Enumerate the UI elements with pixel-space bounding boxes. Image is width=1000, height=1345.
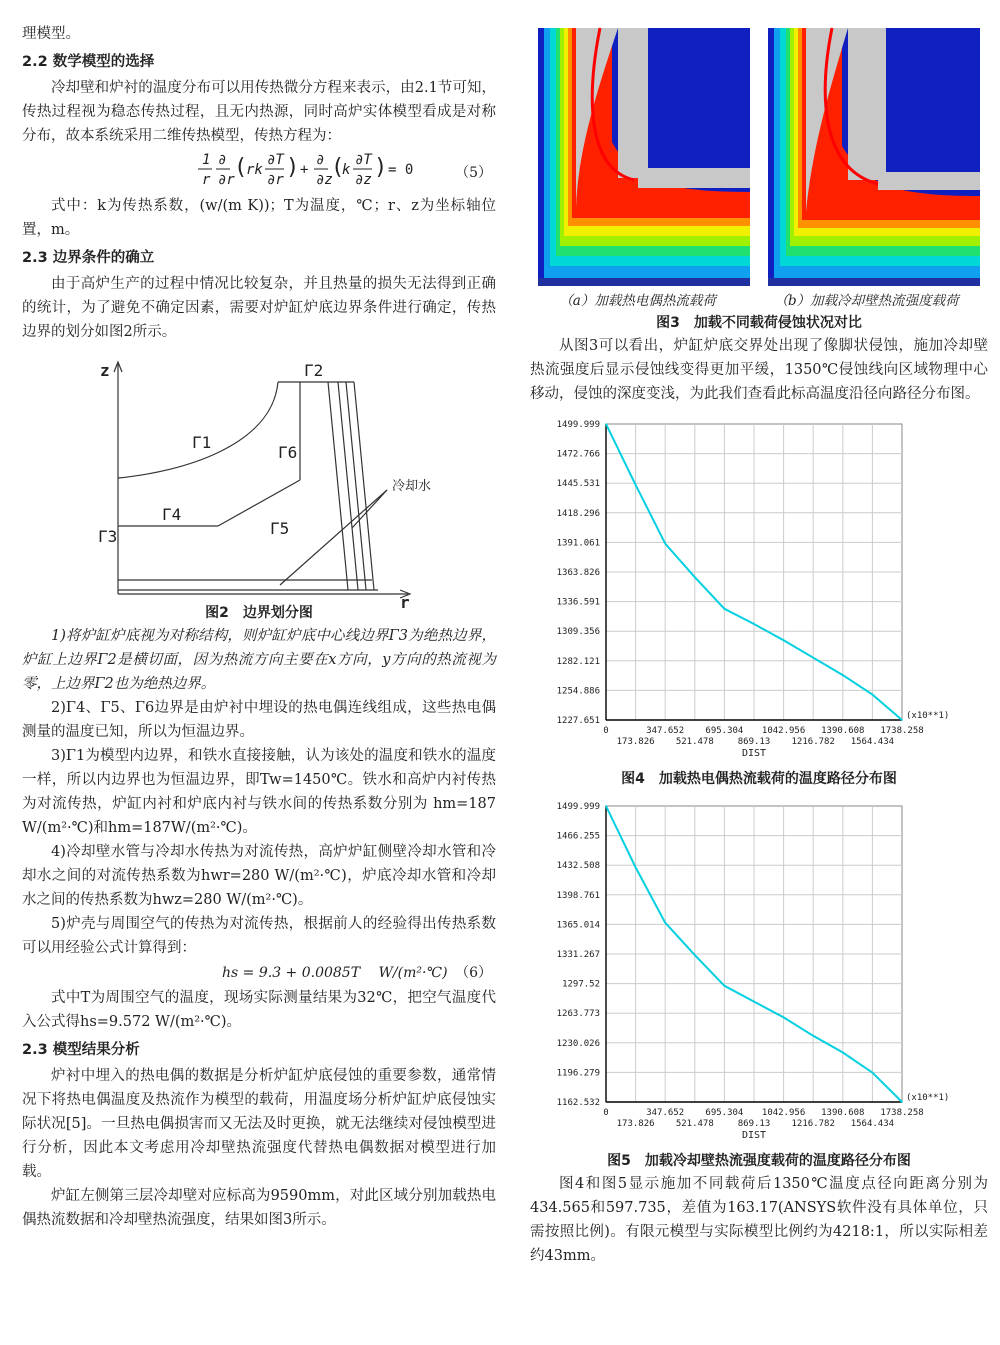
x-tick-label-major: 1042.956: [761, 1108, 806, 1118]
bullet-1: 1)将炉缸炉底视为对称结构，则炉缸炉底中心线边界Γ3为绝热边界，炉缸上边界Γ2是横切面，因为热流方向主要在x方向，y方向的热流视为零，上边界Γ2也为绝热边界。: [22, 628, 496, 692]
data-point: [812, 1035, 814, 1037]
para-2: 式中：k为传热系数，(w/(m K))；T为温度，℃；r、z为坐标轴位置，m。: [22, 198, 496, 238]
y-tick-label: 1432.508: [556, 861, 600, 872]
data-point: [753, 623, 755, 625]
x-axis-multiplier: (x10**1): [906, 711, 950, 721]
x-tick-label-minor: 1216.782: [791, 1119, 835, 1129]
boundary-g1: [118, 382, 278, 478]
svg-text:(: (: [234, 155, 248, 180]
figure-2-boundary-diagram: [22, 350, 496, 612]
bullet-2: 2)Γ4、Γ5、Γ6边界是由炉衬中埋设的热电偶连线组成，这些热电偶测量的温度已知，所以为恒温边界。: [22, 700, 496, 740]
svg-text:): ): [286, 155, 300, 180]
data-point: [694, 954, 696, 956]
y-tick-label: 1309.356: [556, 627, 600, 638]
data-point: [664, 922, 666, 924]
data-point: [694, 576, 696, 578]
y-tick-label: 1263.773: [556, 1009, 600, 1020]
data-point: [901, 719, 903, 721]
svg-text:(: (: [331, 155, 345, 180]
data-point: [872, 1072, 874, 1074]
data-point: [872, 694, 874, 696]
x-tick-label-major: 1390.608: [821, 1108, 865, 1118]
y-tick-label: 1282.121: [556, 656, 600, 667]
y-tick-label: 1391.061: [556, 538, 600, 549]
equation-5-formula: [22, 148, 496, 194]
x-tick-label-major: 0: [603, 726, 609, 736]
x-axis-title: DIST: [741, 748, 767, 759]
x-tick-label-major: 1042.956: [761, 726, 806, 736]
figure-3b-contour: [768, 28, 980, 286]
y-tick-label: 1297.52: [562, 979, 600, 990]
y-tick-label: 1331.267: [556, 950, 600, 960]
figure-5-caption: 图5 加载冷却壁热流强度载荷的温度路径分布图: [607, 1153, 911, 1169]
y-tick-label: 1445.531: [556, 479, 600, 490]
x-axis-title: DIST: [741, 1130, 767, 1141]
svg-text:= 0: = 0: [388, 162, 414, 178]
x-tick-label-minor: 173.826: [616, 737, 655, 747]
x-tick-label-major: 1738.258: [880, 726, 924, 736]
heading-2-2: 2.2 数学模型的选择: [22, 54, 155, 70]
x-tick-label-major: 1738.258: [880, 1108, 924, 1118]
figure-3-subcaptions: [530, 290, 988, 312]
y-tick-label: 1162.532: [556, 1098, 600, 1108]
svg-text:r: r: [202, 172, 211, 188]
figure-4-chart: [530, 416, 988, 768]
label-g1: Γ1: [192, 433, 212, 452]
equation-6-formula: hs = 9.3 + 0.0085T W/(m²·℃): [222, 965, 448, 981]
figure-5-chart: [530, 798, 988, 1150]
x-tick-label-minor: 521.478: [675, 1119, 714, 1129]
z-axis-label: z: [100, 361, 110, 380]
bullet-4: 4)冷却壁水管与冷却水传热为对流传热，高炉炉缸侧壁冷却水管和冷却水之间的对流传热系数为hwr=280 W/(m²·℃)，炉底冷却水管和冷却水之间的传热系数为hwz=280 W/(m²·℃)。: [22, 844, 496, 908]
heading-2-3-results: 2.3 模型结果分析: [22, 1042, 140, 1058]
label-g5: Γ5: [270, 519, 290, 538]
y-tick-label: 1336.591: [556, 597, 600, 608]
label-cooling-water: 冷却水: [392, 479, 432, 494]
para-1: 冷却壁和炉衬的温度分布可以用传热微分方程来表示，由2.1节可知，传热过程视为稳态传热过程，且无内热源，同时高炉实体模型看成是对称分布，故本系统采用二维传热模型，传热方程为：: [22, 80, 496, 144]
svg-text:∂r: ∂r: [267, 172, 284, 188]
x-tick-label-minor: 1564.434: [850, 737, 895, 747]
figure-3-images: [530, 28, 988, 290]
equation-6-number: （6）: [455, 965, 492, 981]
x-tick-label-major: 1390.608: [821, 726, 865, 736]
figure-2-caption: 图2 边界划分图: [205, 605, 313, 621]
data-point: [724, 608, 726, 610]
para-8: 图4和图5显示施加不同载荷后1350℃温度点径向距离分别为434.565和597.735，差值为163.17(ANSYS软件没有具体单位，只需按照比例)。有限元模型与实际模型比例约为4218:1，所以实际相差约43mm。: [530, 1176, 988, 1264]
y-tick-label: 1363.826: [556, 568, 600, 578]
y-tick-label: 1254.886: [556, 686, 600, 697]
y-tick-label: 1499.999: [556, 420, 600, 430]
svg-text:∂: ∂: [218, 152, 227, 168]
x-tick-label-major: 0: [603, 1108, 609, 1118]
data-point: [635, 484, 637, 486]
y-tick-label: 1196.279: [556, 1068, 600, 1079]
x-tick-label-minor: 1216.782: [791, 737, 835, 747]
x-axis-multiplier: (x10**1): [906, 1093, 950, 1103]
y-tick-label: 1418.296: [556, 508, 600, 519]
x-tick-label-minor: 173.826: [616, 1119, 655, 1129]
label-g6: Γ6: [278, 443, 298, 462]
figure-3-caption: 图3 加载不同载荷侵蚀状况对比: [656, 315, 862, 331]
svg-text:+: +: [300, 162, 309, 178]
equation-5: [22, 148, 496, 194]
x-tick-label-major: 695.304: [705, 1108, 744, 1118]
para-7: 从图3可以看出，炉缸炉底交界处出现了像脚状侵蚀，施加冷却壁热流强度后显示侵蚀线变得更加平缓，1350℃侵蚀线向区域物理中心移动，侵蚀的深度变浅，为此我们查看此标高温度沿径向路径分布图。: [530, 338, 988, 402]
left-column: [22, 0, 496, 1232]
svg-text:∂r: ∂r: [218, 172, 235, 188]
svg-text:): ): [374, 155, 388, 180]
data-point: [842, 674, 844, 676]
svg-text:k: k: [342, 162, 351, 178]
x-tick-label-major: 347.652: [646, 726, 685, 736]
svg-text:∂: ∂: [316, 152, 325, 168]
data-point: [605, 805, 607, 807]
data-point: [605, 423, 607, 425]
right-column: [530, 0, 988, 1268]
para-0: 理模型。: [22, 26, 80, 42]
x-tick-label-major: 695.304: [705, 726, 744, 736]
data-point: [635, 867, 637, 869]
x-tick-label-minor: 869.13: [737, 737, 771, 747]
data-point: [724, 985, 726, 987]
y-tick-label: 1472.766: [556, 449, 600, 460]
r-axis-label: r: [400, 593, 410, 612]
para-3: 由于高炉生产的过程中情况比较复杂，并且热量的损失无法得到正确的统计，为了避免不确定因素，需要对炉缸炉底边界条件进行确定，传热边界的划分如图2所示。: [22, 276, 496, 340]
y-tick-label: 1230.026: [556, 1038, 600, 1049]
label-g4: Γ4: [162, 505, 182, 524]
equation-6: [22, 960, 496, 986]
label-g3: Γ3: [98, 527, 118, 546]
para-5: 炉衬中埋入的热电偶的数据是分析炉缸炉底侵蚀的重要参数，通常情况下将热电偶温度及热流作为模型的载荷，用温度场分析炉缸炉底侵蚀实际状况[5]。一旦热电偶损害而又无法及时更换，就无法继续对侵蚀模型进行分析，因此本文考虑用冷却壁热流强度代替热电偶数据对模型进行加载。: [22, 1068, 496, 1180]
figure-4-caption: 图4 加载热电偶热流载荷的温度路径分布图: [621, 771, 897, 787]
x-tick-label-minor: 869.13: [737, 1119, 771, 1129]
figure-3a-caption: （a）加载热电偶热流载荷: [559, 293, 716, 309]
heading-2-3: 2.3 边界条件的确立: [22, 250, 155, 266]
svg-text:rk: rk: [246, 162, 263, 178]
data-point: [812, 657, 814, 659]
label-g2: Γ2: [304, 361, 324, 380]
x-tick-label-major: 347.652: [646, 1108, 685, 1118]
y-tick-label: 1499.999: [556, 802, 600, 812]
bullet-3: 3)Γ1为模型内边界，和铁水直接接触，认为该处的温度和铁水的温度一样，所以内边界也为恒温边界，即Tw=1450℃。铁水和高炉内衬传热为对流传热，炉缸内衬和炉底内衬与铁水间的传热系数分别为 hm=187 W/(m²·℃)和hm=187W/(m²·℃)。: [22, 748, 496, 836]
data-point: [842, 1052, 844, 1054]
y-tick-label: 1398.761: [556, 890, 600, 901]
data-point: [664, 543, 666, 545]
figure-3a-contour: [538, 28, 750, 286]
y-tick-label: 1466.255: [556, 831, 600, 842]
para-6: 炉缸左侧第三层冷却壁对应标高为9590mm，对此区域分别加载热电偶热流数据和冷却壁热流强度，结果如图3所示。: [22, 1188, 496, 1228]
para-4: 式中T为周围空气的温度，现场实际测量结果为32℃，把空气温度代入公式得hs=9.572 W/(m²·℃)。: [22, 990, 496, 1030]
data-point: [783, 639, 785, 641]
x-tick-label-minor: 1564.434: [850, 1119, 895, 1129]
svg-text:∂T: ∂T: [355, 152, 372, 168]
x-tick-label-minor: 521.478: [675, 737, 714, 747]
figure-3b-caption: （b）加载冷却壁热流强度载荷: [774, 293, 959, 309]
data-point: [901, 1101, 903, 1103]
bullet-5: 5)炉壳与周围空气的传热为对流传热，根据前人的经验得出传热系数可以用经验公式计算得到：: [22, 916, 496, 956]
y-tick-label: 1227.651: [556, 716, 600, 726]
svg-text:∂z: ∂z: [355, 172, 372, 188]
svg-text:1: 1: [202, 152, 211, 168]
data-point: [783, 1017, 785, 1019]
svg-text:∂T: ∂T: [267, 152, 284, 168]
y-tick-label: 1365.014: [556, 920, 600, 931]
data-point: [753, 1001, 755, 1003]
equation-5-number: （5）: [455, 165, 492, 181]
svg-text:∂z: ∂z: [316, 172, 333, 188]
